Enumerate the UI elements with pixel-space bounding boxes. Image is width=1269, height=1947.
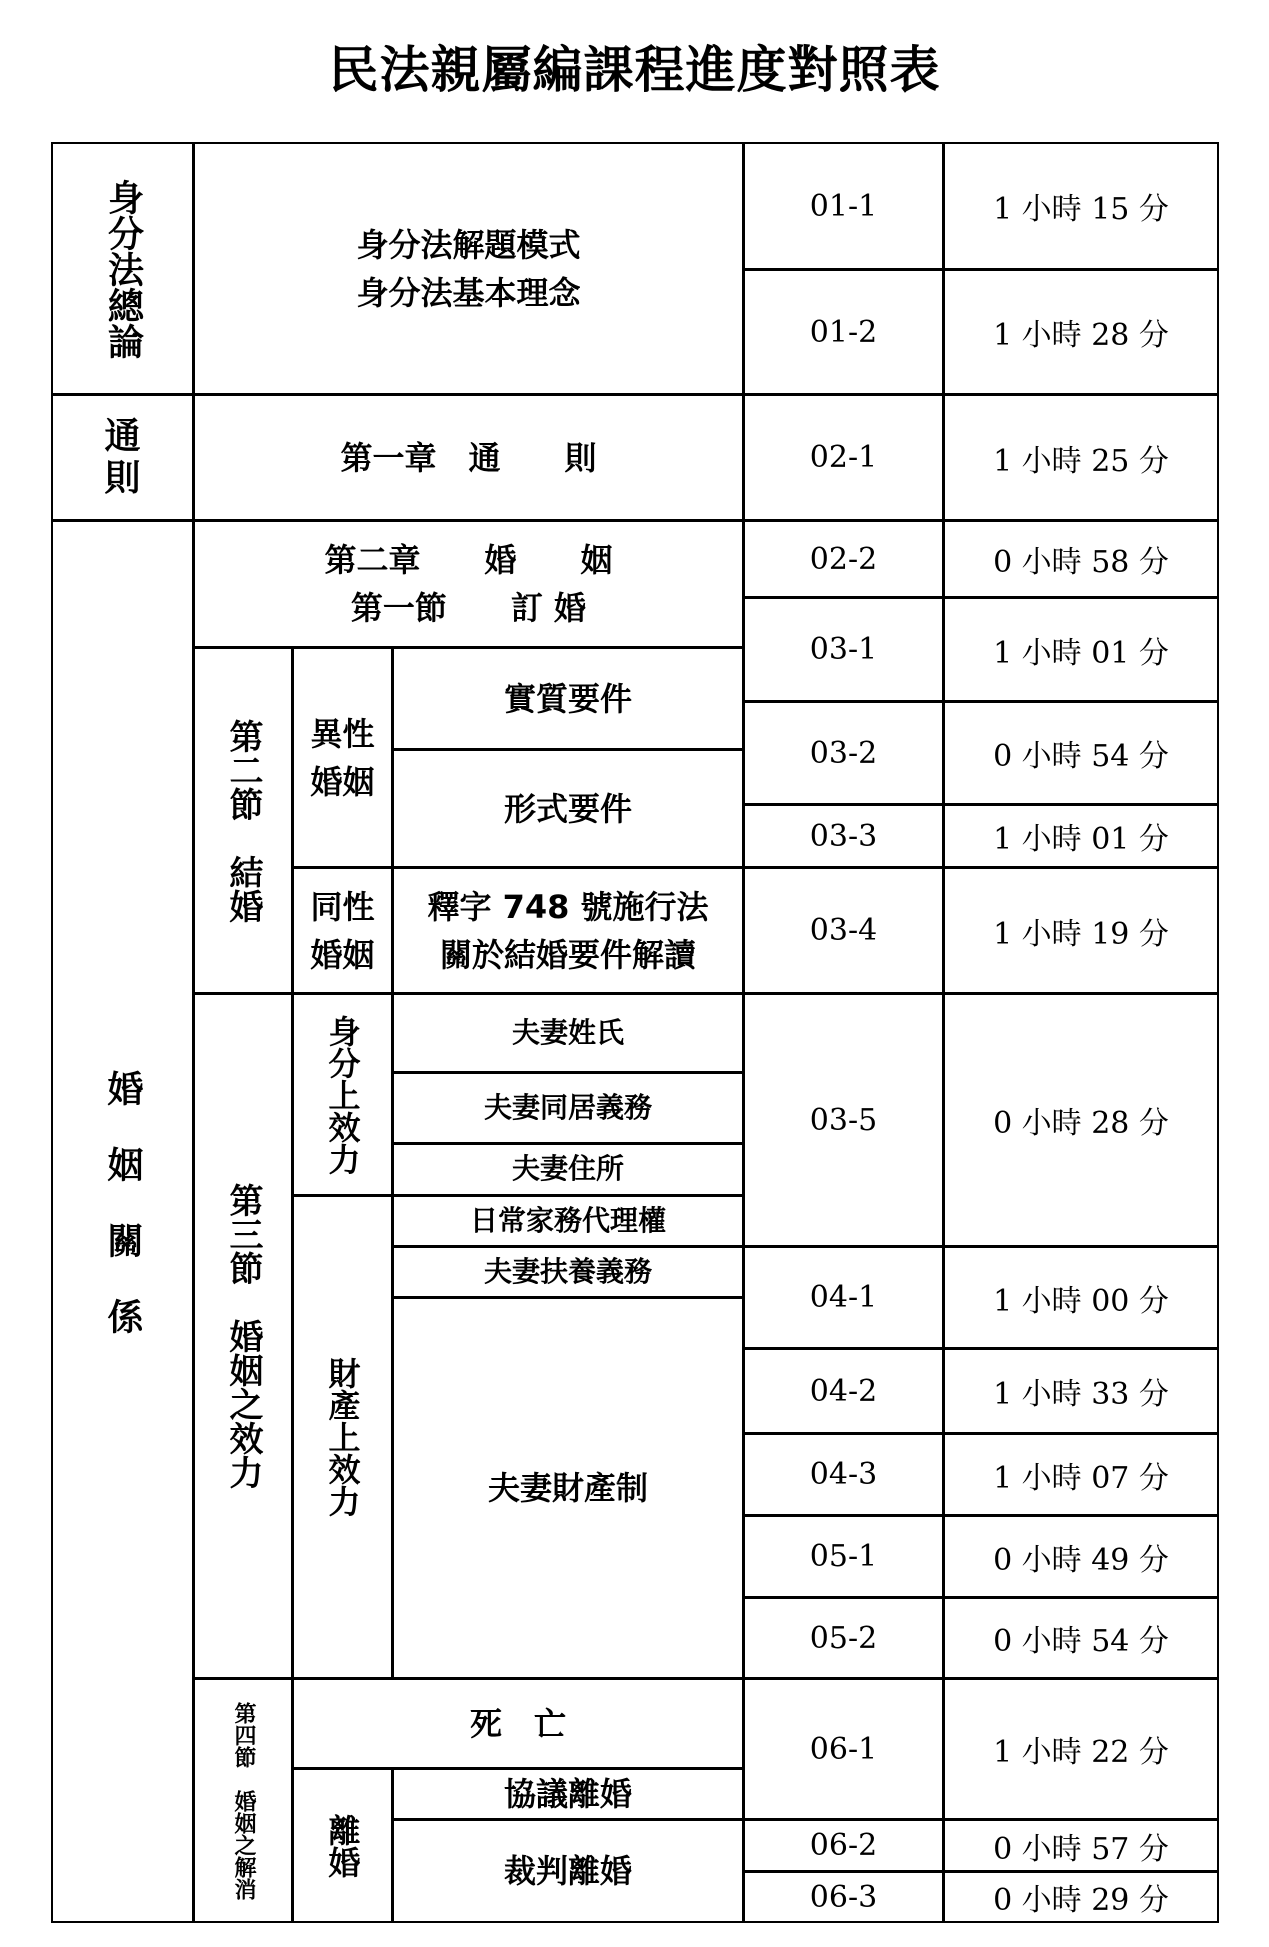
personal-effect-text: 身分上效力 (323, 1014, 362, 1175)
lesson-code: 06-1 (743, 1678, 944, 1820)
support-duty: 夫妻扶養義務 (392, 1246, 744, 1298)
section-label-rules (51, 394, 194, 521)
death: 死 亡 (292, 1678, 744, 1769)
section-label-rules-text: 通 則 (104, 416, 141, 499)
lesson-code: 03-5 (743, 993, 944, 1247)
lesson-duration: 0 小時 28 分 (943, 993, 1219, 1247)
lesson-duration: 1 小時 07 分 (943, 1433, 1219, 1516)
lesson-code: 02-1 (743, 394, 944, 521)
lesson-code: 05-1 (743, 1515, 944, 1598)
cohabitation-duty: 夫妻同居義務 (392, 1072, 744, 1144)
lesson-duration: 1 小時 01 分 (943, 597, 1219, 702)
section-label-marriage-text: 婚姻關係 (102, 1069, 143, 1374)
lesson-duration: 0 小時 54 分 (943, 701, 1219, 805)
lesson-duration: 0 小時 29 分 (943, 1871, 1219, 1923)
lesson-code: 05-2 (743, 1597, 944, 1679)
section-label-general (51, 142, 194, 395)
lesson-code: 06-3 (743, 1871, 944, 1923)
spouse-surname: 夫妻姓氏 (392, 993, 744, 1073)
property-effect (292, 1195, 393, 1679)
lesson-code: 04-2 (743, 1348, 944, 1434)
formal-requirements: 形式要件 (392, 749, 744, 868)
lesson-duration: 1 小時 19 分 (943, 867, 1219, 994)
lesson-duration: 1 小時 15 分 (943, 142, 1219, 270)
lesson-duration: 0 小時 57 分 (943, 1819, 1219, 1872)
spouse-residence: 夫妻住所 (392, 1143, 744, 1196)
household-agency: 日常家務代理權 (392, 1195, 744, 1247)
lesson-code: 03-1 (743, 597, 944, 702)
lesson-duration: 1 小時 22 分 (943, 1678, 1219, 1820)
substantive-requirements: 實質要件 (392, 647, 744, 750)
lesson-code: 06-2 (743, 1819, 944, 1872)
sec3-label-text: 第三節 婚姻之效力 (223, 1183, 263, 1489)
lesson-duration: 0 小時 58 分 (943, 520, 1219, 598)
divorce-text: 離婚 (323, 1813, 362, 1878)
lesson-duration: 0 小時 54 分 (943, 1597, 1219, 1679)
section-label-general-text: 身分法總論 (102, 178, 144, 359)
lesson-code: 03-2 (743, 701, 944, 805)
personal-effect (292, 993, 393, 1196)
lesson-code: 04-3 (743, 1433, 944, 1516)
agreement-divorce: 協議離婚 (392, 1768, 744, 1820)
lesson-duration: 1 小時 25 分 (943, 394, 1219, 521)
lesson-code: 01-1 (743, 142, 944, 270)
topic-general: 身分法解題模式 身分法基本理念 (193, 142, 744, 395)
property-system: 夫妻財產制 (392, 1297, 744, 1679)
lesson-code: 02-2 (743, 520, 944, 598)
lesson-duration: 1 小時 33 分 (943, 1348, 1219, 1434)
lesson-duration: 1 小時 01 分 (943, 804, 1219, 868)
topic-rules: 第一章 通 則 (193, 394, 744, 521)
same-sex-topic: 釋字 748 號施行法 關於結婚要件解讀 (392, 867, 744, 994)
lesson-code: 03-4 (743, 867, 944, 994)
property-effect-text: 財產上效力 (323, 1357, 362, 1517)
sec2-label (193, 647, 293, 994)
lesson-code: 03-3 (743, 804, 944, 868)
sec2-label-text: 第二節 結婚 (223, 718, 263, 923)
section-label-marriage (51, 520, 194, 1923)
lesson-duration: 1 小時 28 分 (943, 269, 1219, 395)
divorce (292, 1768, 393, 1923)
same-sex-marriage: 同性 婚姻 (292, 867, 393, 994)
lesson-duration: 0 小時 49 分 (943, 1515, 1219, 1598)
topic-engagement: 第二章 婚 姻 第一節 訂 婚 (193, 520, 744, 648)
hetero-marriage: 異性 婚姻 (292, 647, 393, 868)
sec4-label (193, 1678, 293, 1923)
judicial-divorce: 裁判離婚 (392, 1819, 744, 1923)
lesson-code: 01-2 (743, 269, 944, 395)
page-title: 民法親屬編課程進度對照表 (328, 41, 941, 99)
lesson-duration: 1 小時 00 分 (943, 1246, 1219, 1349)
lesson-code: 04-1 (743, 1246, 944, 1349)
sec4-label-text: 第四節 婚姻之解消 (231, 1701, 256, 1900)
sec3-label (193, 993, 293, 1679)
